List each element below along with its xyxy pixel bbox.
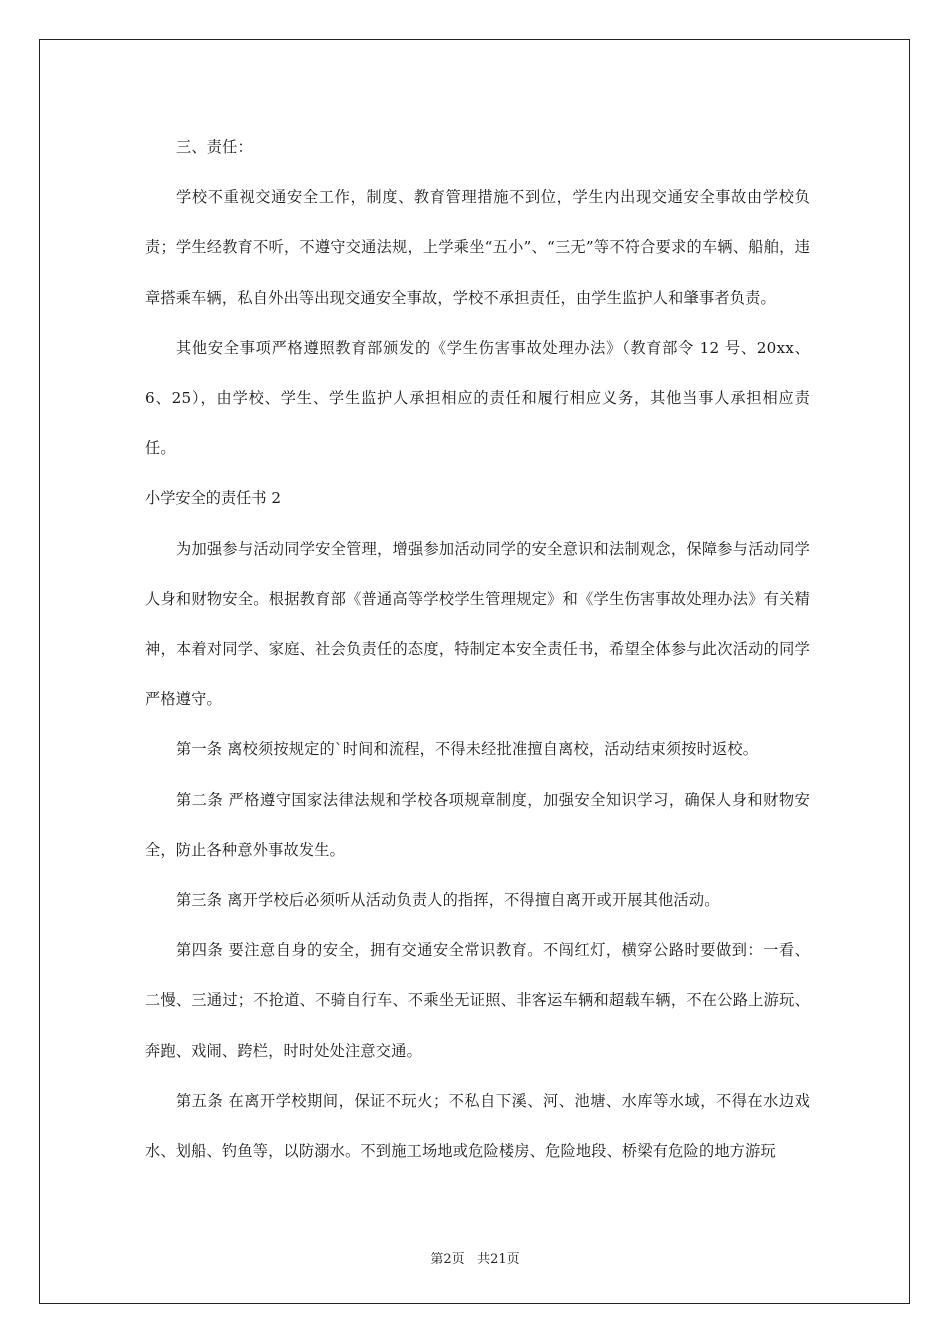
- article-2: 第二条 严格遵守国家法律法规和学校各项规章制度，加强安全知识学习，确保人身和财物安全，防止各种意外事故发生。: [145, 790, 810, 859]
- paragraph-school-responsibility: 学校不重视交通安全工作，制度、教育管理措施不到位，学生内出现交通安全事故由学校负责；学生经教育不听，不遵守交通法规，上学乘坐“五小”、“三无”等不符合要求的车辆、船舶，违章搭乘车辆，私自外出等出现交通安全事故，学校不承担责任，由学生监护人和肇事者负责。: [145, 188, 810, 307]
- document-title-2: 小学安全的责任书 2: [145, 489, 281, 508]
- article-4: 第四条 要注意自身的安全，拥有交通安全常识教育。不闯红灯，横穿公路时要做到：一看、二慢、三通过；不抢道、不骑自行车、不乘坐无证照、非客运车辆和超载车辆，不在公路上游玩、奔跑、戏闹、跨栏，时时处处注意交通。: [145, 941, 810, 1060]
- page-number: 第2页: [430, 1252, 465, 1267]
- section-heading-responsibility: 三、责任：: [176, 138, 253, 156]
- paragraph-other-matters: 其他安全事项严格遵照教育部颁发的《学生伤害事故处理办法》（教育部令 12 号、20xx、6、25），由学校、学生、学生监护人承担相应的责任和履行相应义务，其他当事人承担相应责任。: [145, 338, 810, 458]
- article-3: 第三条 离开学校后必须听从活动负责人的指挥，不得擅自离开或开展其他活动。: [176, 891, 720, 910]
- paragraph-intro: 为加强参与活动同学安全管理，增强参加活动同学的安全意识和法制观念，保障参与活动同学人身和财物安全。根据教育部《普通高等学校学生管理规定》和《学生伤害事故处理办法》有关精神，本着对同学、家庭、社会负责任的态度，特制定本安全责任书，希望全体参与此次活动的同学严格遵守。: [145, 539, 810, 709]
- page-total: 共21页: [477, 1252, 520, 1267]
- article-5: 第五条 在离开学校期间，保证不玩火；不私自下溪、河、池塘、水库等水域，不得在水边戏水、划船、钓鱼等，以防溺水。不到施工场地或危险楼房、危险地段、桥梁有危险的地方游玩: [145, 1091, 810, 1161]
- article-1: 第一条 离校须按规定的`时间和流程，不得未经批准擅自离校，活动结束须按时返校。: [176, 740, 759, 759]
- document-body: [145, 122, 810, 1176]
- page-footer: [0, 1248, 950, 1267]
